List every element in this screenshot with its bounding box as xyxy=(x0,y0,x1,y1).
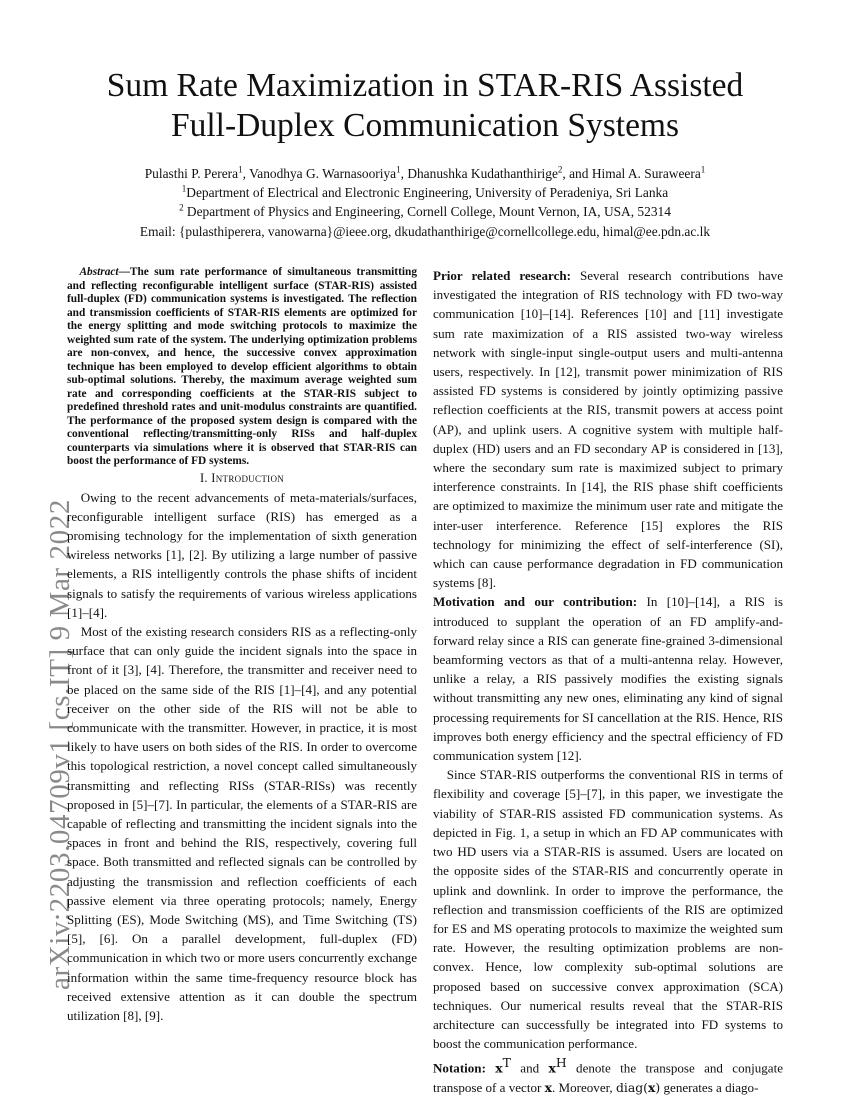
right-column xyxy=(433,266,783,1097)
since-paragraph: Since STAR-RIS outperforms the conventional RIS in terms of flexibility and coverage [5]–[7], in this paper, we investigate the viability of STAR-RIS assisted FD communication systems. As depicted in Fig. 1, a setup in which an FD AP communicates with two HD users via a STAR-RIS is assumed. Users are located on the opposite sides of the STAR-RIS and concurrently operate in uplink and downlink. In order to improve the performance, the reflection and transmission coefficients of the RIS are optimized for ES and MS operating protocols to maximize the weighted sum rate. However, the resulting optimization problems are non-convex. Hence, low complexity sub-optimal solutions are proposed based on successive convex approximation (SCA) techniques. Our numerical results reveal that the STAR-RIS architecture can successfully be integrated into FD systems to boost the communication performance. xyxy=(433,767,783,1052)
abstract xyxy=(67,266,417,469)
intro-paragraph-1: Owing to the recent advancements of meta-materials/surfaces, reconfigurable intelligent surface (RIS) has emerged as a promising technology for the implementation of sixth generation wireless networks [1], [2]. By utilizing a large number of passive elements, a RIS intelligently controls the phase shifts of incident signals to satisfy the requirements of various wireless applications [1]–[4]. xyxy=(67,489,417,620)
author-4: Himal A. Suraweera xyxy=(591,166,701,181)
section-title: Introduction xyxy=(211,470,285,485)
prior-research-paragraph xyxy=(433,266,783,592)
notation-text-a xyxy=(486,1061,495,1076)
arxiv-stamp: arXiv:2203.04709v1 [cs.IT] 9 Mar 2022 xyxy=(44,499,76,990)
author-list xyxy=(60,164,790,183)
author-3: Dhanushka Kudathanthirige xyxy=(407,166,558,181)
author-separator: , and xyxy=(562,166,592,181)
notation-heading: Notation: xyxy=(433,1060,486,1076)
affiliation-1 xyxy=(60,183,790,202)
abstract-dash: — xyxy=(118,266,130,278)
affiliation-2-text: Department of Physics and Engineering, Cornell College, Mount Vernon, IA, USA, 52314 xyxy=(183,204,671,220)
affiliation-2-marker: 2 xyxy=(179,202,184,213)
notation-paragraph xyxy=(433,1053,783,1097)
affiliation-2 xyxy=(60,202,790,221)
notation-text-c: . Moreover, xyxy=(551,1079,616,1095)
intro-paragraph-2: Most of the existing research considers RIS as a reflecting-only surface that can only guide the incident signals into the space in front of it [3], [4]. Therefore, the transmitter and receiver need to be placed on the same side of the RIS [1]–[4], and any potential receiver on the other side of the RIS will not be able to communicate with the transmitter. However, in practice, it is most likely to have users on both sides of the RIS. In order to overcome this topological restriction, a novel concept called simultaneously transmitting and reflecting RISs (STAR-RISs) was recently proposed in [5]–[7]. In particular, the elements of a STAR-RIS are capable of reflecting and transmitting the incident signals into the spaces in front and behind the RIS, respectively, covering full space. Both transmitted and reflected signals can be controlled by adjusting the transmission and reflection coefficients of each passive element via three operating protocols; namely, Energy Splitting (ES), Mode Switching (MS), and Time Switching (TS) [5], [6]. On a parallel development, full-duplex (FD) communication in which two or more users concurrently exchange information within the same time-frequency resource block has received extensive attention as it can double the spectrum utilization [8], [9]. xyxy=(67,623,417,1023)
prior-research-text: Several research contributions have investigated the integration of RIS technology with FD two-way communication [10]–[14]. References [10] and [11] investigate sum rate maximization of a RIS assisted two-way wireless network with single-input single-output users and multi-antenna users, respectively. In [12], transmit power minimization of RIS assisted FD systems is considered by jointly optimizing passive reflection coefficients at the RIS, transmit powers at access point (AP), and uplink users. A cognitive system with multiple half-duplex (HD) users and an FD secondary AP is considered in [13], where the secondary sum rate is maximized subject to primary interference constraints. In [14], the RIS phase shift coefficients are optimized to maximize the minimum user rate and mitigate the inter-user interference. Reference [15] explores the RIS technology for minimizing the effect of self-interference (SI), which can cause performance degradation in FD communication systems [8]. xyxy=(433,268,783,591)
author-4-affil: 1 xyxy=(700,164,706,175)
author-2: Vanodhya G. Warnasooriya xyxy=(249,166,397,181)
title-line-1: Sum Rate Maximization in STAR-RIS Assisted xyxy=(106,67,744,104)
section-heading-introduction xyxy=(67,470,417,486)
math-vector-x: x xyxy=(548,1060,556,1076)
author-1-affil: 1 xyxy=(238,164,243,175)
author-2-affil: 1 xyxy=(396,164,401,175)
abstract-text: The sum rate performance of simultaneous transmitting and reflecting reconfigurable intelligent surface (STAR-RIS) assisted full-duplex (FD) communication systems is investigated. The reflection and transmission coefficients of STAR-RIS elements are optimized for the energy splitting and mode switching protocols to maximize the weighted sum rate of the system. The underlying optimization problems are non-convex, and hence, the successive convex approximation technique has been employed to develop efficient algorithms to obtain sub-optimal solutions. Thereby, the maximum average weighted sum rate and corresponding coefficients at the STAR-RIS subject to predefined threshold rates and unit-modulus constraints are quantified. The performance of the proposed system design is compared with the conventional reflecting/transmitting-only RISs and half-duplex counterparts via simulations where it is observed that STAR-RIS can boost the performance of FD systems. xyxy=(67,266,417,467)
notation-text-b: denote the transpose and conjugate transpose of a vector xyxy=(433,1060,783,1095)
motivation-heading: Motivation and our contribution: xyxy=(433,594,638,610)
abstract-label: Abstract xyxy=(79,266,119,278)
math-vector-x: x xyxy=(544,1079,552,1095)
math-sup-transpose: T xyxy=(502,1055,511,1071)
math-vector-x: x xyxy=(648,1079,656,1095)
motivation-text: In [10]–[14], a RIS is introduced to supplant the operation of an FD amplify-and-forward relay since a RIS can generate fine-grained 3-dimensional beamforming vectors as that of a multi-antenna relay. However, unlike a relay, a RIS passively modifies the existing signals without transmitting any new ones, eliminating any kind of signal processing requirements for SI cancellation at the RIS. Hence, RIS improves both energy efficiency and the spectral efficiency of FD communication system [12]. xyxy=(433,594,783,764)
author-3-affil: 2 xyxy=(557,164,563,175)
author-separator: , xyxy=(242,166,250,181)
notation-and: and xyxy=(510,1060,549,1076)
math-close-paren: ) xyxy=(655,1079,661,1095)
paper-title xyxy=(60,66,790,146)
title-line-2: Full-Duplex Communication Systems xyxy=(170,107,680,144)
notation-text-d: generates a diago- xyxy=(660,1079,759,1095)
left-column xyxy=(67,266,417,1025)
prior-research-heading: Prior related research: xyxy=(433,268,571,283)
math-diag-operator: diag( xyxy=(615,1079,649,1095)
affiliation-1-marker: 1 xyxy=(181,183,187,194)
section-number: I. xyxy=(199,470,208,485)
affiliation-1-text: Department of Electrical and Electronic Engineering, University of Peradeniya, Sri Lanka xyxy=(186,185,669,201)
author-block xyxy=(60,164,790,241)
author-separator: , xyxy=(400,166,408,181)
author-1: Pulasthi P. Perera xyxy=(144,166,239,181)
motivation-paragraph xyxy=(433,592,783,765)
author-emails: Email: {pulasthiperera, vanowarna}@ieee.org, dkudathanthirige@cornellcollege.edu, himal@ee.pdn.ac.lk xyxy=(139,223,711,239)
math-vector-x: x xyxy=(495,1060,503,1076)
math-sup-hermitian: H xyxy=(555,1055,567,1071)
